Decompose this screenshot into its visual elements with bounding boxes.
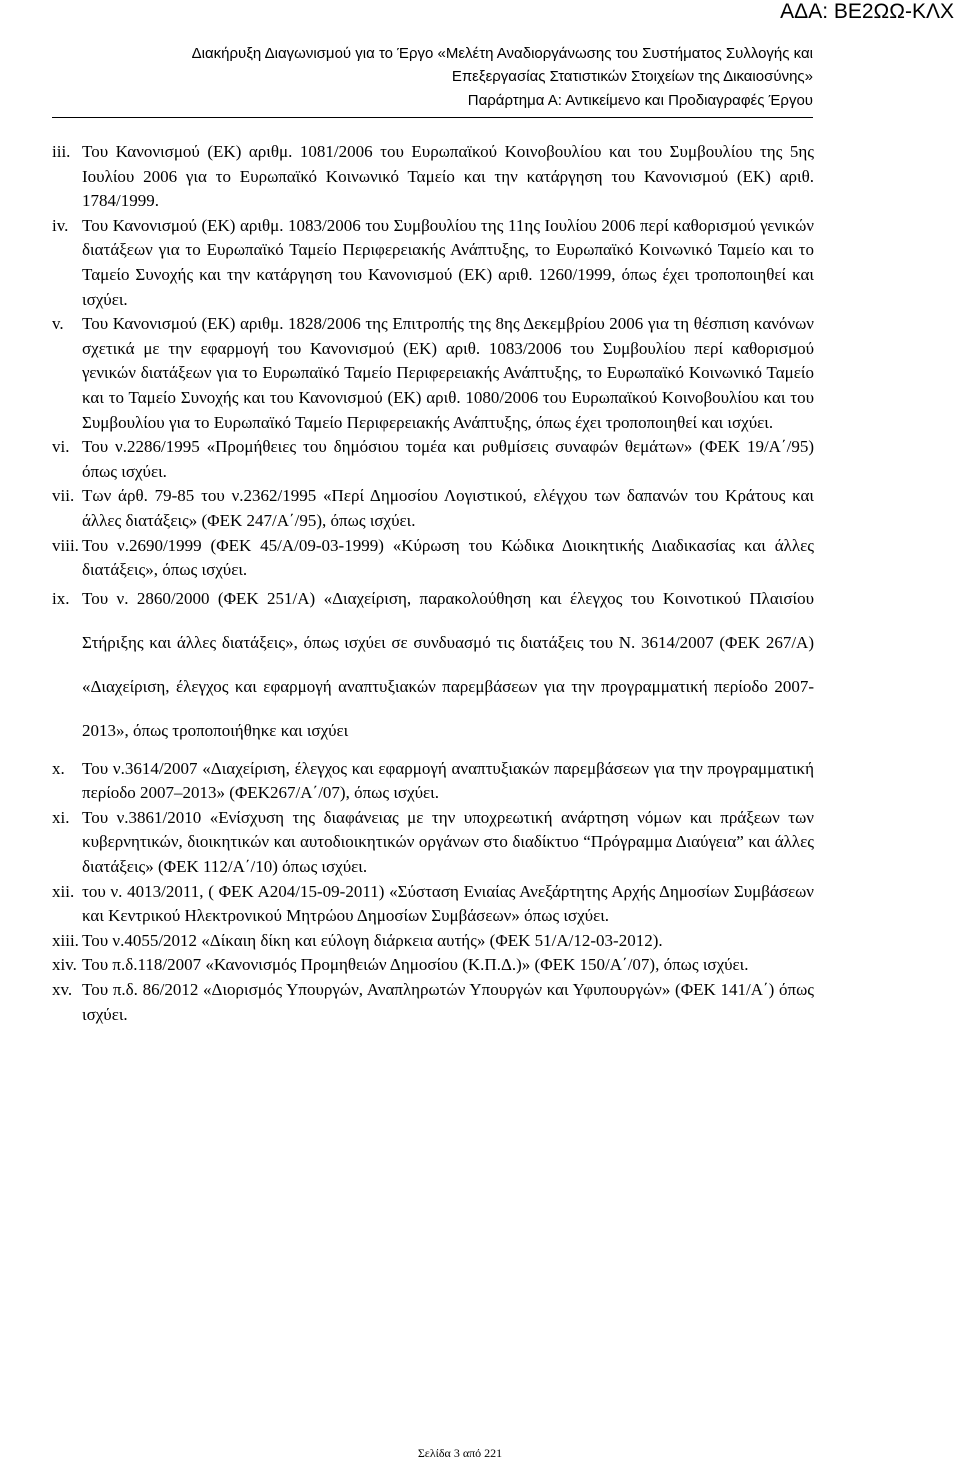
item-text: Του Κανονισμού (ΕΚ) αριθμ. 1081/2006 του Ευρωπαϊκού Κοινοβουλίου και του Συμβουλίου της 5ης Ιουλίου 2006 για το Ευρωπαϊκό Κοινωνικό Ταμείο και την κατάργηση του Κανονισμού (ΕΚ) αριθ. 1784/1999. bbox=[82, 142, 814, 211]
item-number: vi. bbox=[52, 437, 70, 457]
item-text: Του Κανονισμού (ΕΚ) αριθμ. 1083/2006 του Συμβουλίου της 11ης Ιουλίου 2006 περί καθορισμού γενικών διατάξεων για το Ευρωπαϊκό Ταμείο Περιφερειακής Ανάπτυξης, το Ευρωπαϊκό Κοινωνικό Ταμείο και το Ταμείο Συνοχής και την κατάργηση του Κανονισμού (ΕΚ) αριθ. 1260/1999, όπως έχει τροποποιηθεί και ισχύει. bbox=[82, 215, 814, 309]
list-item-xi bbox=[52, 806, 814, 880]
list-item-ix bbox=[52, 577, 814, 753]
item-number: xv. bbox=[52, 980, 73, 1000]
header-divider bbox=[52, 117, 813, 118]
list-item-x bbox=[52, 757, 814, 806]
item-text: Του ν.3614/2007 «Διαχείριση, έλεγχος και εφαρμογή αναπτυξιακών παρεμβάσεων για την προγραμματική περίοδο 2007–2013» (ΦΕΚ267/Α΄/07), όπως ισχύει. bbox=[82, 758, 814, 803]
item-number: viii. bbox=[52, 535, 79, 555]
list-item-v bbox=[52, 312, 814, 435]
item-number: x. bbox=[52, 758, 65, 778]
header-line-2: Επεξεργασίας Στατιστικών Στοιχείων της Δικαιοσύνης» bbox=[451, 68, 813, 85]
list-item-iv bbox=[52, 214, 814, 312]
item-number: ix. bbox=[52, 588, 70, 608]
item-text: του ν. 4013/2011, ( ΦΕΚ Α204/15-09-2011) «Σύσταση Ενιαίας Ανεξάρτητης Αρχής Δημοσίων Συμβάσεων και Κεντρικού Ηλεκτρονικού Μητρώου Δημοσίων Συμβάσεων» όπως ισχύει. bbox=[82, 881, 814, 926]
list-item-xiii bbox=[52, 929, 814, 954]
item-number: iii. bbox=[52, 142, 71, 161]
item-number: v. bbox=[52, 314, 64, 334]
list-item-iii bbox=[52, 140, 814, 214]
item-text: Των άρθ. 79-85 του ν.2362/1995 «Περί Δημοσίου Λογιστικού, ελέγχου των δαπανών του Κράτους και άλλες διατάξεις» (ΦΕΚ 247/Α΄/95), όπως ισχύει. bbox=[82, 486, 814, 530]
item-text: Του π.δ.118/2007 «Κανονισμός Προμηθειών Δημοσίου (Κ.Π.Δ.)» (ΦΕΚ 150/Α΄/07), όπως ισχύει. bbox=[82, 955, 749, 975]
item-text: Του ν.3861/2010 «Ενίσχυση της διαφάνειας με την υποχρεωτική ανάρτηση νόμων και πράξεων των κυβερνητικών, διοικητικών και αυτοδιοικητικών οργάνων στο διαδίκτυο “Πρόγραμμα Διαύγεια” και άλλες διατάξεις» (ΦΕΚ 112/Α΄/10) όπως ισχύει. bbox=[82, 807, 814, 877]
item-text: Του ν.2286/1995 «Προμήθειες του δημόσιου τομέα και ρυθμίσεις συναφών θεμάτων» (ΦΕΚ 19/Α΄/95) όπως ισχύει. bbox=[82, 437, 814, 481]
item-number: iv. bbox=[52, 215, 69, 235]
list-item-xv bbox=[52, 978, 814, 1027]
item-text: Του ν. 2860/2000 (ΦΕΚ 251/Α) «Διαχείριση, παρακολούθηση και έλεγχος του Κοινοτικού Πλαισίου Στήριξης και άλλες διατάξεις», όπως ισχύει σε συνδυασμό τις διατάξεις του Ν. 3614/2007 (ΦΕΚ 267/Α) «Διαχείριση, έλεγχος και εφαρμογή αναπτυξιακών παρεμβάσεων για την προγραμματική περίοδο 2007-2013», όπως τροποποιήθηκε και ισχύει bbox=[82, 588, 814, 740]
list-item-vi bbox=[52, 435, 814, 484]
item-text: Του ν.4055/2012 «Δίκαιη δίκη και εύλογη διάρκεια αυτής» (ΦΕΚ 51/Α/12-03-2012). bbox=[82, 930, 663, 950]
item-number: vii. bbox=[52, 486, 75, 506]
item-number: xii. bbox=[52, 881, 75, 901]
list-item-xii bbox=[52, 880, 814, 929]
document-body bbox=[52, 140, 814, 1027]
item-text: Του Κανονισμού (ΕΚ) αριθμ. 1828/2006 της Επιτροπής της 8ης Δεκεμβρίου 2006 για τη θέσπιση κανόνων σχετικά με την εφαρμογή του Κανονισμού (ΕΚ) αριθ. 1083/2006 του Συμβουλίου περί καθορισμού γενικών διατάξεων για το Ευρωπαϊκό Ταμείο Περιφερειακής Ανάπτυξης, το Ευρωπαϊκό Κοινωνικό Ταμείο και το Ταμείο Συνοχής και του Κανονισμού (ΕΚ) αριθ. 1080/2006 του Ευρωπαϊκού Κοινοβουλίου και του Συμβουλίου για το Ευρωπαϊκό Ταμείο Περιφερειακής Ανάπτυξης, όπως έχει τροποποιηθεί και ισχύει. bbox=[82, 314, 814, 432]
item-text: Του π.δ. 86/2012 «Διορισμός Υπουργών, Αναπληρωτών Υπουργών και Υφυπουργών» (ΦΕΚ 141/Α΄) όπως ισχύει. bbox=[82, 980, 814, 1024]
item-number: xiv. bbox=[52, 955, 77, 975]
page-number: Σελίδα 3 από 221 bbox=[417, 1446, 503, 1460]
item-number: xiii. bbox=[52, 930, 79, 950]
header-line-1: Διακήρυξη Διαγωνισμού για το Έργο «Μελέτη Αναδιοργάνωσης του Συστήματος Συλλογής και bbox=[191, 45, 813, 62]
list-item-vii bbox=[52, 484, 814, 533]
list-item-viii bbox=[52, 534, 814, 583]
ada-code: ΑΔΑ: ΒΕ2ΩΩ-ΚΛΧ bbox=[780, 0, 954, 23]
item-number: xi. bbox=[52, 807, 70, 827]
list-item-xiv bbox=[52, 953, 814, 978]
header-line-3: Παράρτημα Α: Αντικείμενο και Προδιαγραφές Έργου bbox=[467, 92, 813, 109]
item-text: Του ν.2690/1999 (ΦΕΚ 45/Α/09-03-1999) «Κύρωση του Κώδικα Διοικητικής Διαδικασίας και άλλες διατάξεις», όπως ισχύει. bbox=[82, 535, 814, 580]
